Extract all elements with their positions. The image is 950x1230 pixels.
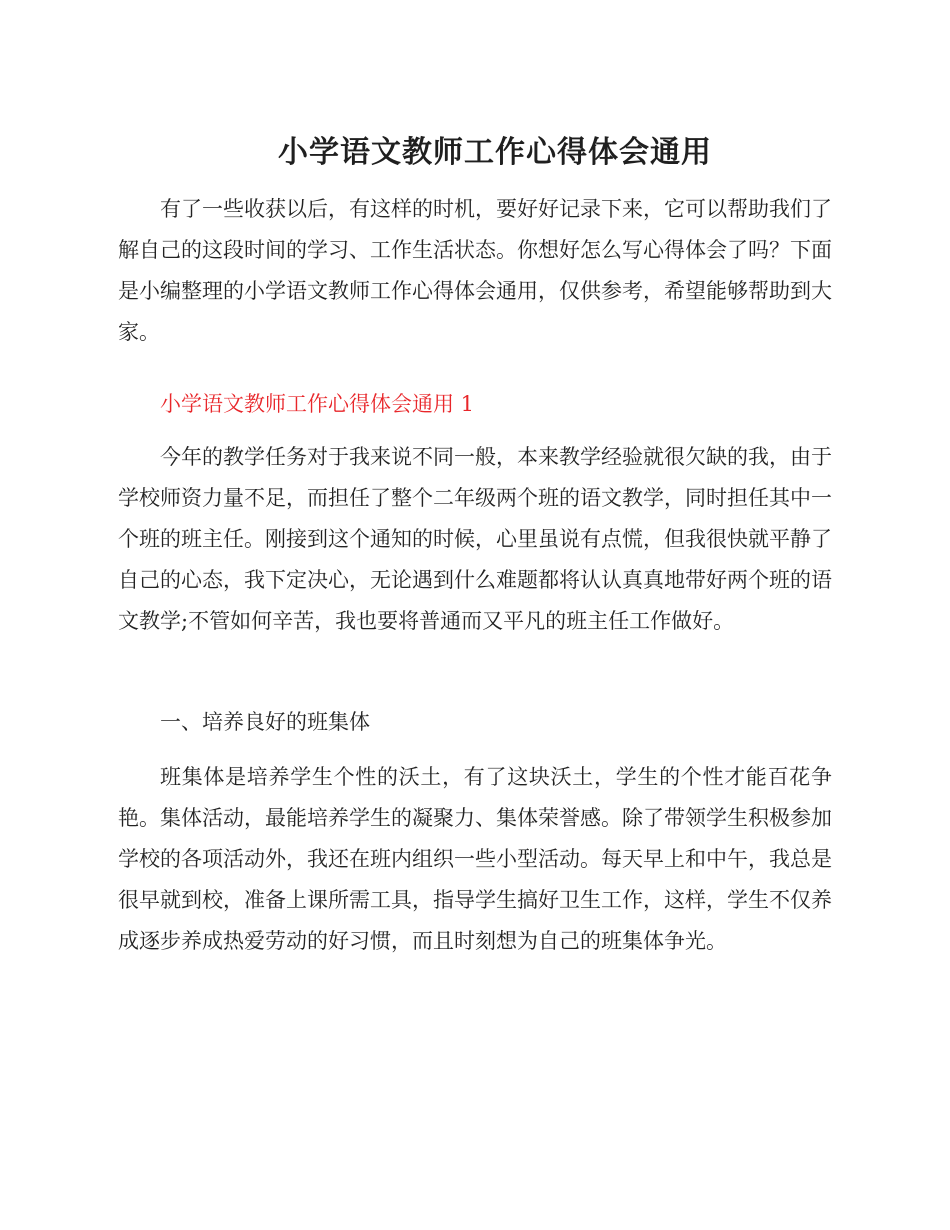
- section-heading-1: 小学语文教师工作心得体会通用 1: [160, 392, 475, 416]
- subsection-heading-1: 一、培养良好的班集体: [160, 710, 370, 734]
- page-title: 小学语文教师工作心得体会通用: [278, 135, 712, 171]
- subsection-paragraph-1: 班集体是培养学生个性的沃土，有了这块沃土，学生的个性才能百花争艳。集体活动，最能培养学生的凝聚力、集体荣誉感。除了带领学生积极参加学校的各项活动外，我还在班内组织一些小型活动。每天早上和中午，我总是很早就到校，准备上课所需工具，指导学生搞好卫生工作，这样，学生不仅养成逐步养成热爱劳动的好习惯，而且时刻想为自己的班集体争光。: [118, 765, 832, 953]
- intro-paragraph: 有了一些收获以后，有这样的时机，要好好记录下来，它可以帮助我们了解自己的这段时间的学习、工作生活状态。你想好怎么写心得体会了吗？下面是小编整理的小学语文教师工作心得体会通用，仅供参考，希望能够帮助到大家。: [118, 197, 832, 344]
- section-paragraph-1: 今年的教学任务对于我来说不同一般，本来教学经验就很欠缺的我，由于学校师资力量不足，而担任了整个二年级两个班的语文教学，同时担任其中一个班的班主任。刚接到这个通知的时候，心里虽说有点慌，但我很快就平静了自己的心态，我下定决心，无论遇到什么难题都将认认真真地带好两个班的语文教学;不管如何辛苦，我也要将普通而又平凡的班主任工作做好。: [118, 445, 832, 633]
